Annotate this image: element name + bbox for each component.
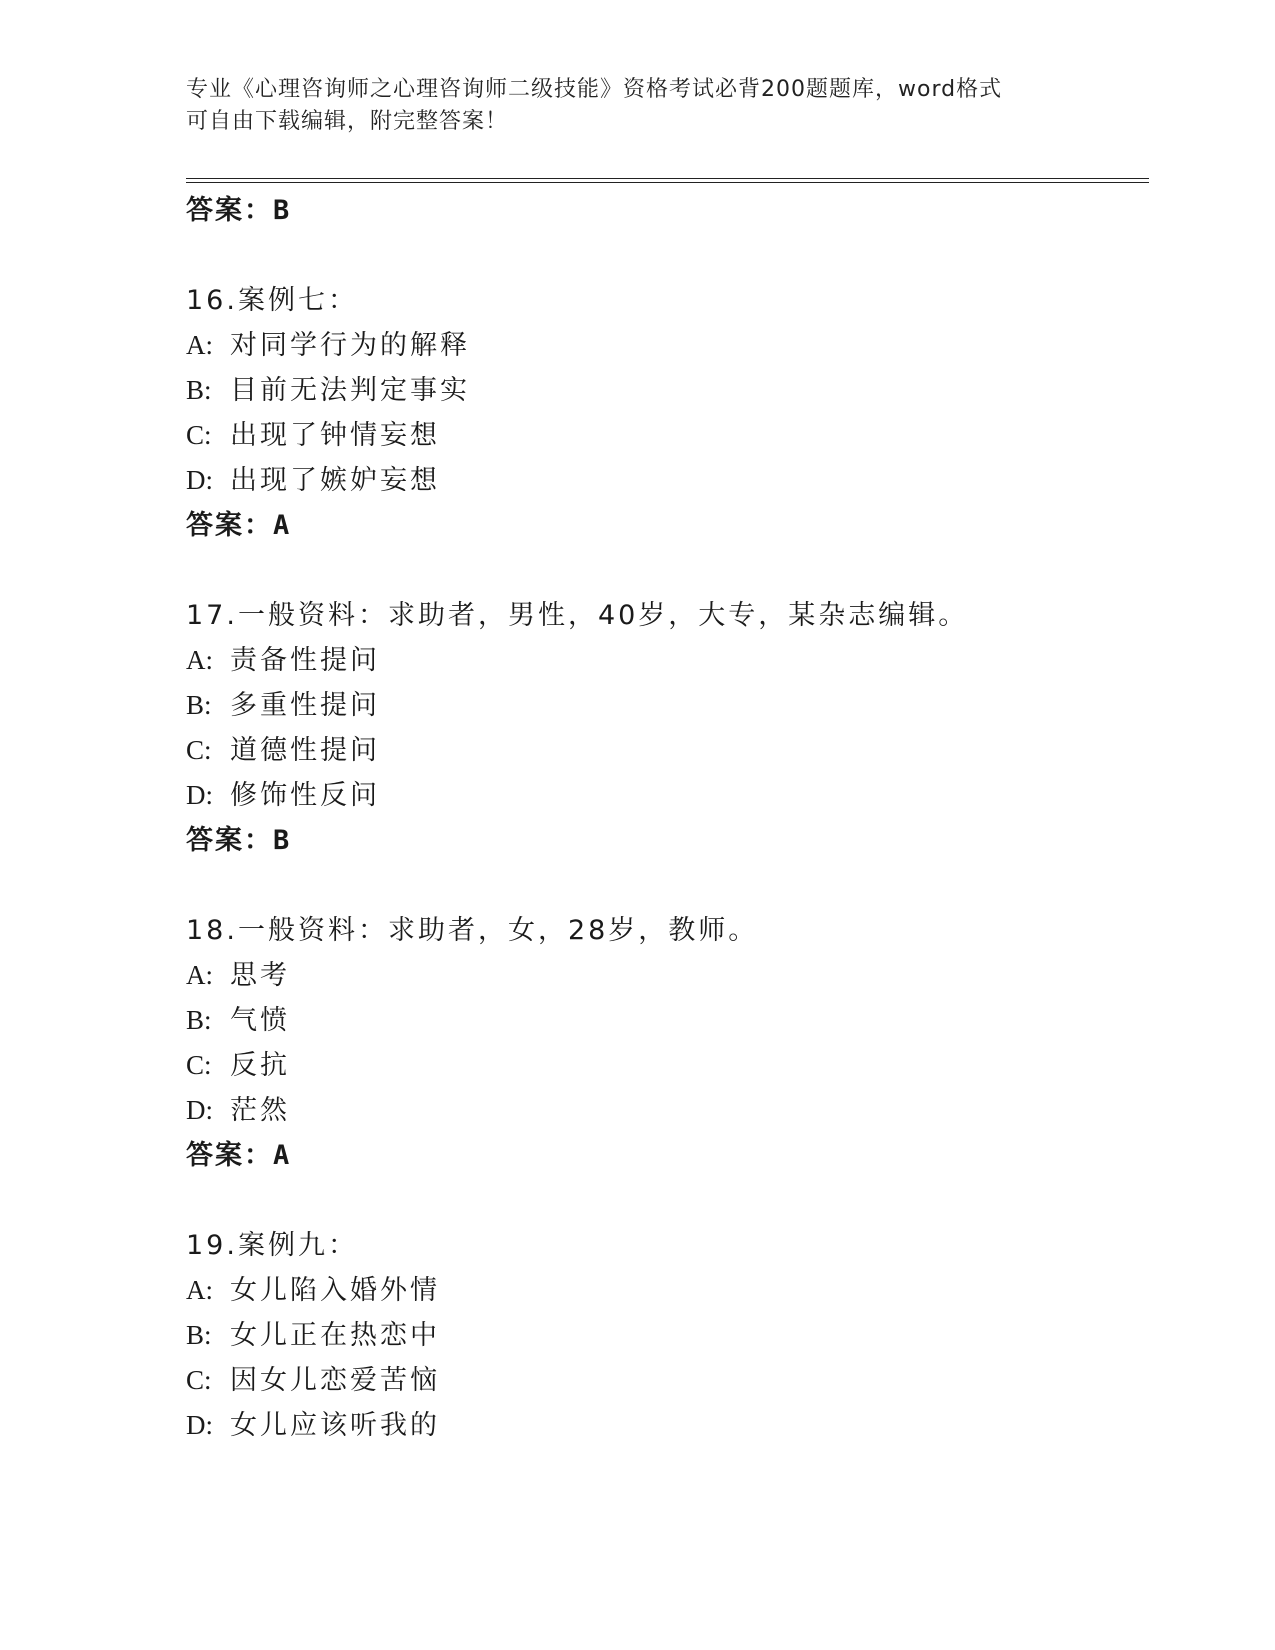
option-text: 修饰性反问 [230, 780, 380, 811]
option-b [186, 998, 1146, 1043]
question-list [186, 188, 1146, 1448]
option-key: A: [186, 330, 213, 360]
option-b [186, 368, 1146, 413]
option-text: 茫然 [230, 1095, 290, 1126]
option-text: 目前无法判定事实 [230, 375, 470, 406]
spacer [186, 863, 1146, 908]
option-a [186, 953, 1146, 998]
header-divider-bottom [186, 182, 1149, 183]
answer-line [186, 188, 1146, 233]
option-d [186, 773, 1146, 818]
spacer [186, 1178, 1146, 1223]
option-d [186, 458, 1146, 503]
option-key: D: [186, 1410, 213, 1440]
question-title: 18.一般资料：求助者，女，28岁，教师。 [186, 915, 759, 946]
option-text: 多重性提问 [230, 690, 380, 721]
option-key: D: [186, 1095, 213, 1125]
option-a [186, 638, 1146, 683]
answer-label: 答案： [186, 195, 273, 226]
option-text: 思考 [230, 960, 290, 991]
spacer [186, 548, 1146, 593]
document-header [186, 74, 1066, 138]
option-b [186, 1313, 1146, 1358]
option-text: 责备性提问 [230, 645, 380, 676]
option-key: A: [186, 960, 213, 990]
header-line-2: 可自由下载编辑，附完整答案！ [186, 109, 509, 134]
option-a [186, 323, 1146, 368]
answer-line [186, 1133, 1146, 1178]
option-c [186, 1358, 1146, 1403]
option-text: 出现了钟情妄想 [230, 420, 440, 451]
option-text: 反抗 [230, 1050, 290, 1081]
option-key: B: [186, 1320, 212, 1350]
answer-label: 答案： [186, 825, 273, 856]
option-text: 因女儿恋爱苦恼 [230, 1365, 440, 1396]
answer-value: B [273, 825, 290, 856]
answer-line [186, 818, 1146, 863]
option-text: 女儿陷入婚外情 [230, 1275, 440, 1306]
answer-label: 答案： [186, 1140, 273, 1171]
option-key: C: [186, 420, 212, 450]
spacer [186, 233, 1146, 278]
option-text: 女儿正在热恋中 [230, 1320, 440, 1351]
question-title: 17.一般资料：求助者，男性，40岁，大专，某杂志编辑。 [186, 600, 969, 631]
answer-value: A [273, 1140, 290, 1171]
header-divider-top [186, 178, 1149, 179]
answer-label: 答案： [186, 510, 273, 541]
option-b [186, 683, 1146, 728]
option-text: 对同学行为的解释 [230, 330, 470, 361]
answer-value: A [273, 510, 290, 541]
option-text: 道德性提问 [230, 735, 380, 766]
option-key: A: [186, 645, 213, 675]
answer-value: B [273, 195, 290, 226]
option-d [186, 1088, 1146, 1133]
option-key: B: [186, 690, 212, 720]
option-key: B: [186, 375, 212, 405]
option-key: D: [186, 780, 213, 810]
option-text: 出现了嫉妒妄想 [230, 465, 440, 496]
option-c [186, 413, 1146, 458]
question-title: 19.案例九： [186, 1230, 358, 1261]
option-a [186, 1268, 1146, 1313]
option-key: C: [186, 1050, 212, 1080]
option-c [186, 728, 1146, 773]
option-text: 气愤 [230, 1005, 290, 1036]
option-key: A: [186, 1275, 213, 1305]
option-key: C: [186, 735, 212, 765]
option-d [186, 1403, 1146, 1448]
option-text: 女儿应该听我的 [230, 1410, 440, 1441]
option-c [186, 1043, 1146, 1088]
option-key: B: [186, 1005, 212, 1035]
option-key: D: [186, 465, 213, 495]
answer-line [186, 503, 1146, 548]
question-title: 16.案例七： [186, 285, 358, 316]
option-key: C: [186, 1365, 212, 1395]
header-line-1: 专业《心理咨询师之心理咨询师二级技能》资格考试必背200题题库，word格式 [186, 77, 1003, 102]
